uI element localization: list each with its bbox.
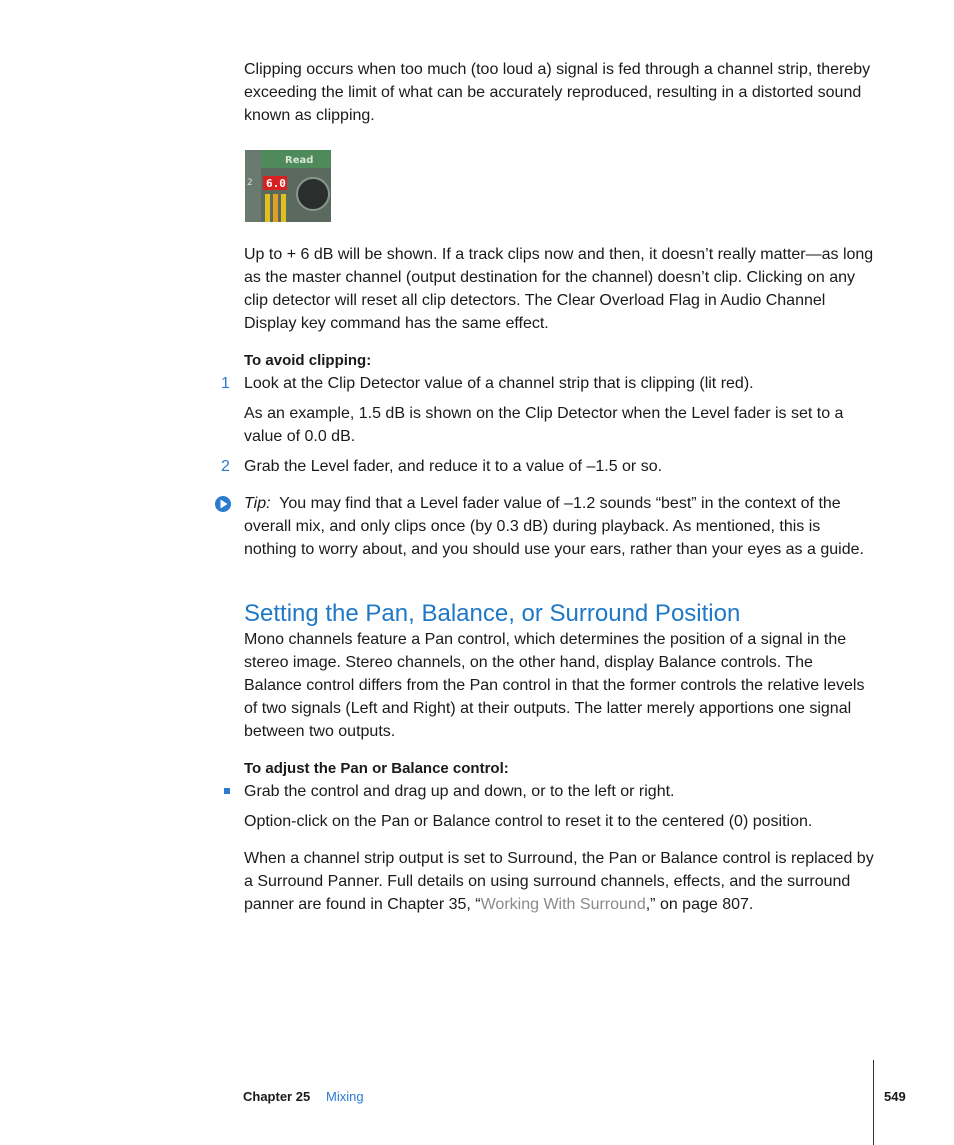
- clip-detector-image: [245, 150, 331, 222]
- surround-paragraph: [244, 847, 874, 916]
- pan-balance-paragraph: Mono channels feature a Pan control, which determines the position of a signal in the stereo image. Stereo channels, on the other hand, display Balance controls. The Balance control differs from the Pan control in that the former controls the relative levels of two signals (Left and Right) at their outputs. The latter merely apportions one signal between two outputs.: [244, 631, 865, 740]
- step-2-text: Grab the Level fader, and reduce it to a value of –1.5 or so.: [244, 458, 663, 475]
- surround-text-before: When a channel strip output is set to Surround, the Pan or Balance control is replaced by a Surround Panner. Full details on using surround channels, effects, and the surround panner are found in Chapter 35, “: [244, 850, 874, 913]
- bullet-marker: [224, 788, 230, 794]
- working-with-surround-link[interactable]: Working With Surround: [480, 896, 646, 913]
- tip-paragraph: [244, 492, 874, 561]
- tip-label: Tip:: [244, 495, 271, 512]
- svg-text:2: 2: [247, 178, 253, 188]
- option-click-paragraph: Option-click on the Pan or Balance control to reset it to the centered (0) position.: [244, 813, 813, 830]
- adjust-pan-heading: To adjust the Pan or Balance control:: [244, 760, 509, 777]
- avoid-clipping-heading: To avoid clipping:: [244, 352, 372, 369]
- read-label: Read: [285, 155, 314, 166]
- footer-divider: [873, 1060, 874, 1145]
- bullet-1-text: Grab the control and drag up and down, or to the left or right.: [244, 783, 675, 800]
- clip-detector-paragraph: Up to + 6 dB will be shown. If a track clips now and then, it doesn’t really matter—as long as the master channel (output destination for the channel) doesn’t clip. Clicking on any clip detector will reset all clip detectors. The Clear Overload Flag in Audio Channel Display key command has the same effect.: [244, 246, 874, 332]
- section-title: Setting the Pan, Balance, or Surround Position: [244, 600, 741, 627]
- footer-chapter: Chapter 25: [243, 1089, 311, 1104]
- step-1-note: As an example, 1.5 dB is shown on the Clip Detector when the Level fader is set to a value of 0.0 dB.: [244, 405, 844, 445]
- step-2-number: 2: [221, 458, 230, 475]
- intro-paragraph: Clipping occurs when too much (too loud a) signal is fed through a channel strip, thereby exceeding the limit of what can be accurately reproduced, resulting in a distorted sound known as clipping.: [244, 61, 871, 124]
- tip-arrow-icon: [214, 495, 232, 513]
- page-number: 549: [884, 1089, 906, 1104]
- footer-chapter-name[interactable]: Mixing: [326, 1089, 364, 1104]
- clip-value: 6.0: [266, 177, 286, 190]
- tip-text: You may find that a Level fader value of –1.2 sounds “best” in the context of the overall mix, and only clips once (by 0.3 dB) during playback. As mentioned, this is nothing to worry about, and you should use your ears, rather than your eyes as a guide.: [244, 495, 864, 558]
- step-1-text: Look at the Clip Detector value of a channel strip that is clipping (lit red).: [244, 375, 754, 392]
- surround-text-after: ,” on page 807.: [645, 896, 754, 913]
- step-1-number: 1: [221, 375, 230, 392]
